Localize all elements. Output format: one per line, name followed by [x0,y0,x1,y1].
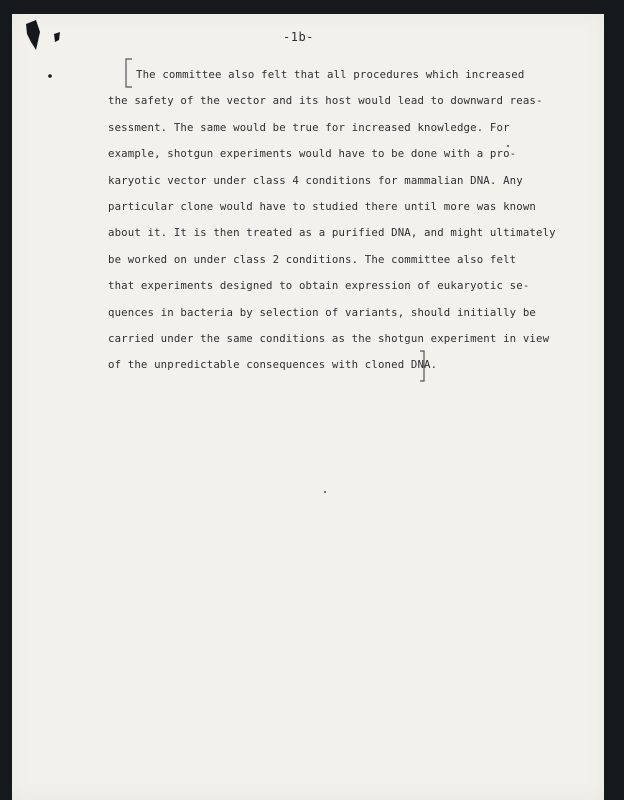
paragraph-line: sessment. The same would be true for increased knowledge. For [108,120,510,134]
paragraph-line: be worked on under class 2 conditions. The committee also felt [108,252,517,266]
paper-speck [507,145,509,147]
paragraph-line: karyotic vector under class 4 conditions for mammalian DNA. Any [108,173,523,187]
paragraph-line: The committee also felt that all procedures which increased [136,68,525,81]
paragraph-line: example, shotgun experiments would have to be done with a pro- [108,147,517,161]
paragraph-line: of the unpredictable consequences with cloned DNA. [108,358,438,372]
document-paragraph [108,62,556,379]
paragraph-line: quences in bacteria by selection of variants, should initially be [108,305,536,319]
torn-corner-mark [12,14,72,94]
paper-speck [324,491,326,493]
paragraph-line: that experiments designed to obtain expression of eukaryotic se- [108,279,530,293]
paragraph-line: about it. It is then treated as a purified DNA, and might ultimately [108,226,556,240]
closing-bracket-mark [418,350,428,382]
page-number: -1b- [283,30,314,44]
paragraph-line: the safety of the vector and its host would lead to downward reas- [108,94,543,108]
paragraph-line: particular clone would have to studied there until more was known [108,199,536,213]
paragraph-line: carried under the same conditions as the shotgun experiment in view [108,331,550,345]
